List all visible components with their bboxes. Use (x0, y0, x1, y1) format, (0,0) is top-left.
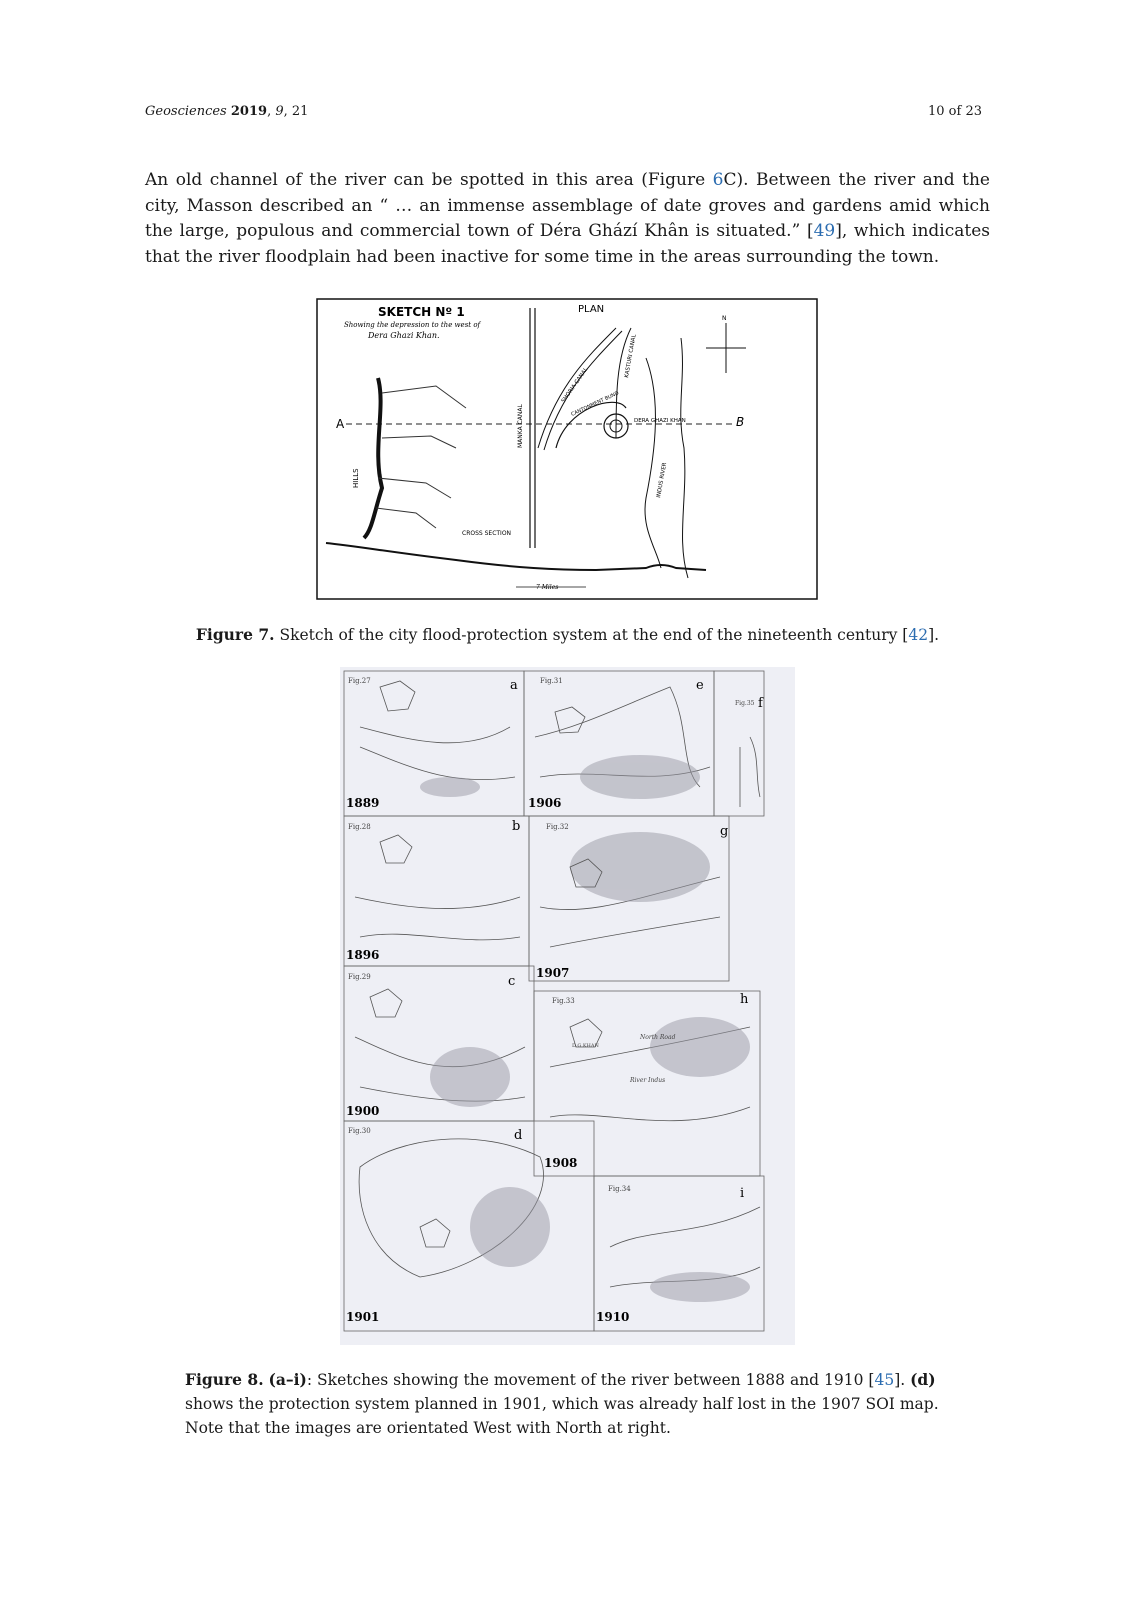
scale-label: 7 Miles (536, 584, 559, 591)
panel-fig-label: Fig.34 (608, 1185, 631, 1193)
sketch-subtitle-2: Dera Ghazi Khan. (368, 331, 440, 340)
citation-link[interactable]: 45 (874, 1371, 895, 1389)
plan-label: PLAN (578, 304, 605, 315)
panel-year-1901: 1901 (346, 1310, 380, 1324)
manka-canal-label: MANKA CANAL (517, 404, 524, 448)
sketch-subtitle: Showing the depression to the west of (344, 321, 481, 329)
caption-text: ]. (894, 1371, 911, 1389)
caption-text: : Sketches showing the movement of the river between 1888 and 1910 [ (306, 1371, 875, 1389)
point-b-label: B (736, 415, 745, 429)
article-number: 21 (291, 104, 309, 119)
panel-letter-d: d (514, 1128, 523, 1143)
panel-fig-label: Fig.28 (348, 823, 371, 831)
indus-river-label: INDUS RIVER (656, 462, 669, 499)
panel-letter-g: g (720, 824, 729, 839)
cross-section-label: CROSS SECTION (462, 530, 512, 537)
journal-name: Geosciences (145, 104, 227, 119)
river-label: River Indus (630, 1077, 666, 1084)
panel-letter-c: c (508, 974, 516, 989)
point-a-label: A (336, 417, 345, 431)
figure-link[interactable]: 6 (712, 170, 724, 190)
town-label: D.G.KHAN (572, 1043, 599, 1049)
figure-7-sketch (316, 298, 818, 610)
panel-letter-b: b (512, 819, 521, 834)
panel-fig-label: Fig.31 (540, 677, 563, 685)
citation-link[interactable]: 42 (908, 626, 929, 644)
panel-year-1906: 1906 (528, 796, 562, 810)
panel-fig-label: Fig.29 (348, 973, 371, 981)
panel-letter-i: i (740, 1186, 745, 1201)
panel-letter-a: a (510, 678, 518, 693)
panel-letter-h: h (740, 992, 749, 1007)
figure-8-range: (a–i) (268, 1370, 307, 1389)
panel-year-1896: 1896 (346, 948, 380, 962)
panel-fig-label: Fig.35 (735, 700, 755, 707)
running-header: Geosciences 2019, 9, 21 (145, 104, 309, 119)
north-label: N (722, 315, 727, 322)
city-label: DERA GHAZI KHAN (634, 418, 686, 424)
panel-fig-label: Fig.32 (546, 823, 569, 831)
panel-d-label: (d) (910, 1370, 936, 1389)
journal-volume: 9 (275, 104, 284, 119)
panel-year-1907: 1907 (536, 966, 570, 980)
figure-7-label: Figure 7. (195, 625, 275, 644)
caption-text: ]. (928, 626, 940, 644)
road-label: North Road (640, 1034, 676, 1041)
cantonment-bund-label: CANTONMENT BUND (570, 390, 620, 418)
caption-text: Sketch of the city flood-protection system at the end of the nineteenth century [ (274, 626, 909, 644)
caption-text: shows the protection system planned in 1901, which was already half lost in the 1907 SOI map. Note that the images are orientated West with North at right. (185, 1395, 939, 1437)
panel-fig-label: Fig.27 (348, 677, 371, 685)
panel-year-1900: 1900 (346, 1104, 380, 1118)
figure-7-caption (145, 625, 990, 644)
hills-label: HILLS (352, 468, 360, 488)
figure-8-sketches (340, 667, 795, 1345)
panel-fig-label: Fig.30 (348, 1127, 371, 1135)
citation-link[interactable]: 49 (813, 221, 836, 241)
panel-fig-label: Fig.33 (552, 997, 575, 1005)
panel-letter-e: e (696, 678, 704, 693)
figure-8-caption (185, 1368, 955, 1440)
paragraph-text: C). Between the river and the city, Masson described an “ … an immense assemblage of date groves and gardens amid which the large, populous and commercial town of Déra Ghází Khân is situated.” [ (145, 170, 990, 241)
shoria-canal-label: SHORIA CANAL (560, 366, 590, 405)
panel-year-1889: 1889 (346, 796, 380, 810)
paragraph-text: ], which indicates that the river floodplain had been inactive for some time in the areas surrounding the town. (145, 221, 990, 267)
panel-letter-f: f (758, 696, 763, 711)
page-number: 10 of 23 (928, 104, 982, 119)
panel-year-1908: 1908 (544, 1156, 578, 1170)
panel-year-1910: 1910 (596, 1310, 630, 1324)
figure-8-label: Figure 8. (185, 1370, 264, 1389)
journal-year: 2019 (230, 104, 268, 119)
body-paragraph (145, 168, 990, 270)
sketch-title: SKETCH Nº 1 (378, 305, 465, 319)
paragraph-text: An old channel of the river can be spotted in this area (Figure (145, 170, 713, 190)
kasturi-canal-label: KASTURI CANAL (624, 334, 638, 379)
